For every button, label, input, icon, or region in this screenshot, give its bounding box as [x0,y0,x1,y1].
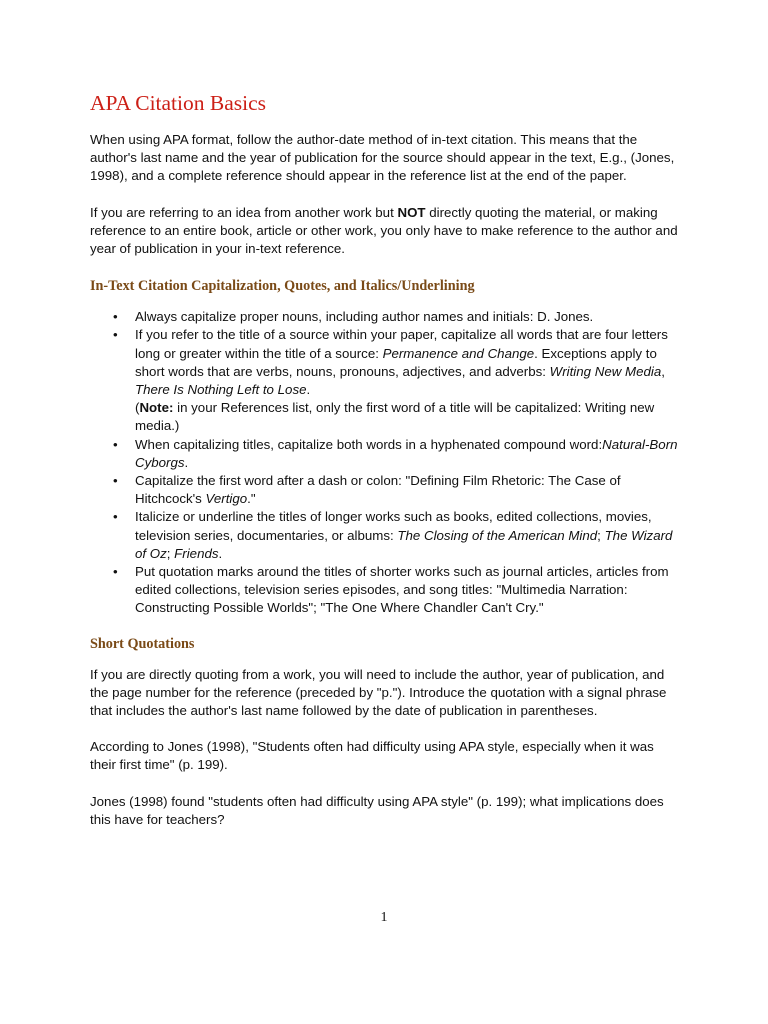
list-item-text: . Exceptions apply to short words that are verbs, nouns, pronouns, adjectives, and adverbs: [135,345,657,379]
italic-title: Natural-Born Cyborgs [135,436,678,470]
list-item [135,472,680,508]
list-item-text: . [306,382,311,398]
note-label: Note: [139,400,174,416]
document-body [90,88,680,847]
intro-p2-text-before: If you are referring to an idea from another work but [90,204,398,220]
italic-title: Permanence and Change [382,345,535,361]
list-item-text: , [661,363,665,379]
list-item-text: ." [247,491,256,507]
italic-title: There Is Nothing Left to Lose [135,382,307,398]
list-item-text: Put quotation marks around the titles of shorter works such as journal articles, articles from edited collections, television series episodes, and song titles: "Multimedia Narration: Constructing Possible Worlds"; "The One Where Chandler Can't Cry." [135,564,669,616]
short-quotations-paragraph-1: If you are directly quoting from a work, you will need to include the author, year of publication, and the page number for the reference (preceded by "p."). Introduce the quotation with a signal phrase that includes the author's last name followed by the date of publication in parentheses. [90,666,667,719]
section-heading-short-quotations: Short Quotations [90,635,195,652]
italic-title: Friends [174,545,219,561]
list-item [135,326,680,435]
list-item-text: Always capitalize proper nouns, including author names and initials: D. Jones. [135,309,594,325]
note-paren: ( [135,400,140,416]
list-item-text: Capitalize the first word after a dash or colon: "Defining Film Rhetoric: The Case of Hitchcock's [135,473,621,507]
intro-paragraph-2 [90,204,680,259]
note-text: in your References list, only the first word of a title will be capitalized: Writing new media.) [135,400,655,434]
page-title: APA Citation Basics [90,91,267,115]
intro-paragraph-1: When using APA format, follow the author-date method of in-text citation. This means that the author's last name and the year of publication for the source should appear in the text, E.g., (Jones, 1998), and a complete reference should appear in the reference list at the end of the paper. [90,132,675,184]
italic-title: The Closing of the American Mind [397,527,598,543]
list-item [135,563,680,618]
italic-title: Writing New Media [549,363,662,379]
list-item-text: Italicize or underline the titles of longer works such as books, edited collections, movies, television series, documentaries, or albums: [135,509,652,543]
list-item-text: If you refer to the title of a source within your paper, capitalize all words that are four letters long or greater within the title of a source: [135,327,668,361]
capitalization-rules-list [90,308,680,617]
list-item [135,436,680,472]
italic-title: Vertigo [205,491,248,507]
list-item-text: When capitalizing titles, capitalize both words in a hyphenated compound word: [135,436,603,452]
italic-title: The Wizard of Oz [135,527,673,561]
list-item-text: ; [597,527,605,543]
list-item [135,308,680,326]
list-item [135,508,680,563]
list-item-text: . [184,454,189,470]
intro-p2-text-after: directly quoting the material, or making reference to an entire book, article or other work, you only have to make reference to the author and year of publication in your in-text reference. [90,204,678,257]
list-item-text: ; [166,545,175,561]
intro-p2-emphasis: NOT [397,204,426,220]
section-heading-capitalization: In-Text Citation Capitalization, Quotes, and Italics/Underlining [90,278,475,295]
short-quotations-example-2: Jones (1998) found "students often had difficulty using APA style" (p. 199); what implications does this have for teachers? [90,793,664,827]
list-item-text: . [218,545,223,561]
short-quotations-example-1: According to Jones (1998), "Students often had difficulty using APA style, especially when it was their first time" (p. 199). [90,739,654,773]
page-number: 1 [380,910,388,925]
